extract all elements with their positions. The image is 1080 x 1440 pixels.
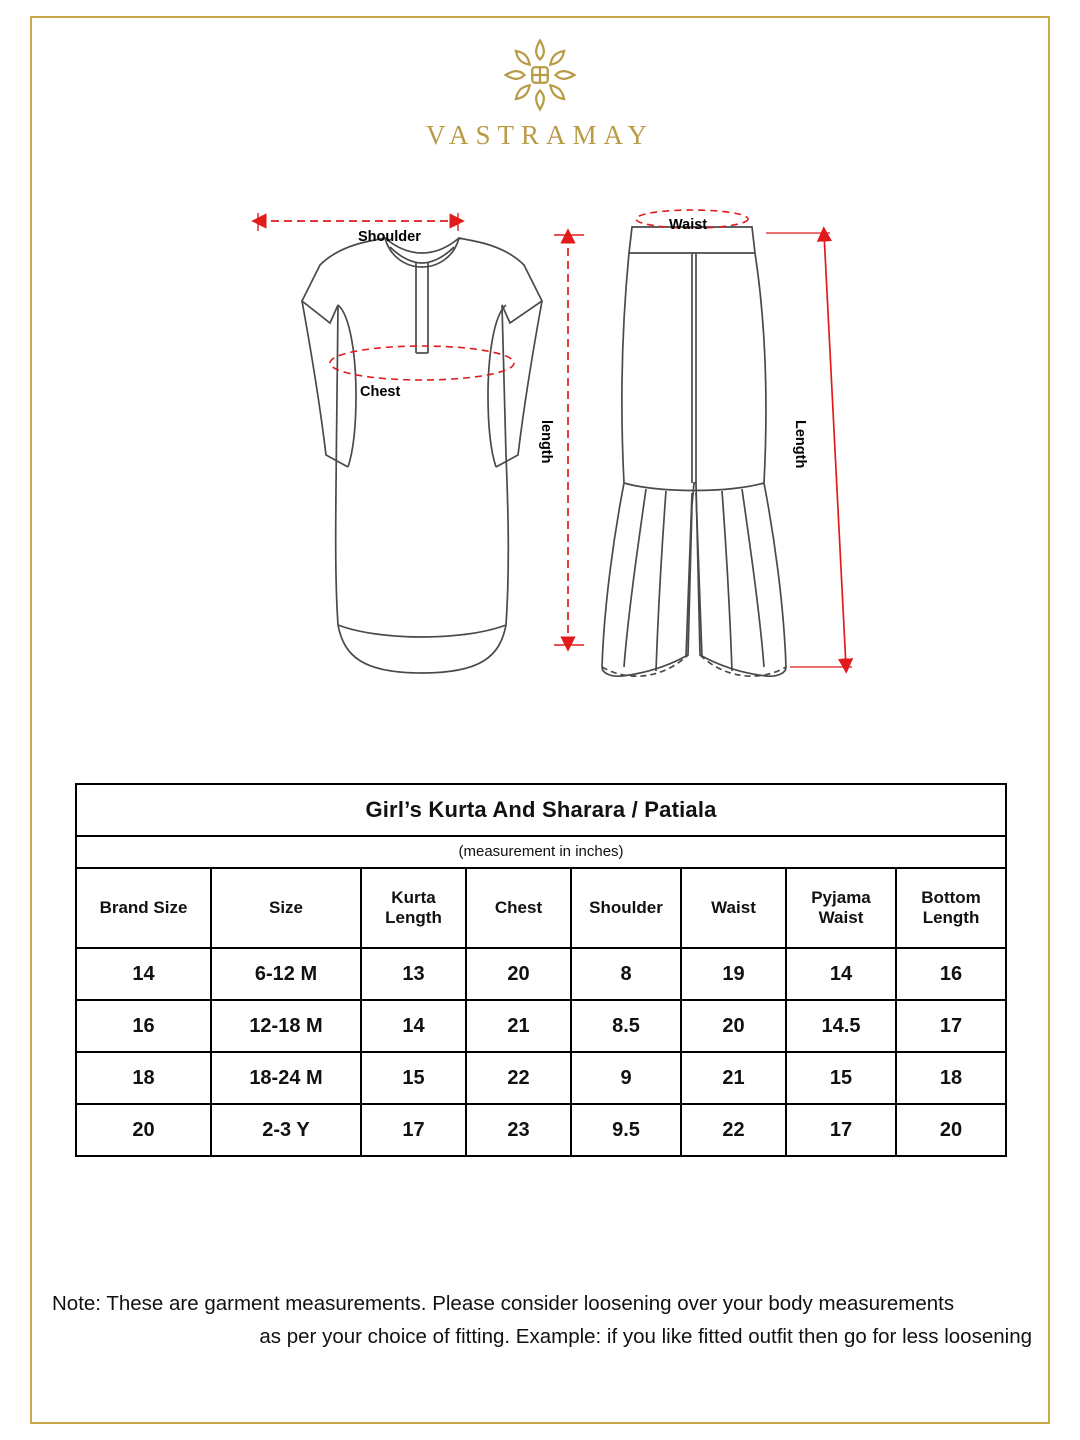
cell-chest: 23 (466, 1104, 571, 1156)
cell-bottom-length: 20 (896, 1104, 1006, 1156)
cell-kurta-length: 14 (361, 1000, 466, 1052)
cell-kurta-length: 15 (361, 1052, 466, 1104)
table-header-row (76, 868, 1006, 948)
footer-note-line-1: Note: These are garment measurements. Please consider loosening over your body measurements (52, 1292, 955, 1315)
column-header-waist: Waist (681, 868, 786, 948)
cell-pyjama-waist: 15 (786, 1052, 896, 1104)
sharara-length-label: Length (792, 420, 808, 469)
garment-illustrations (210, 205, 890, 725)
cell-size: 6-12 M (211, 948, 361, 1000)
brand-header (0, 32, 1080, 151)
kurta-length-label: length (538, 420, 554, 464)
cell-size: 2-3 Y (211, 1104, 361, 1156)
brand-name: VASTRAMAY (425, 120, 655, 150)
cell-waist: 20 (681, 1000, 786, 1052)
table-title-row (76, 784, 1006, 836)
footer-note-line-2: as per your choice of fitting. Example: if you like fitted outfit then go for less loosening (259, 1324, 1032, 1348)
table-title: Girl’s Kurta And Sharara / Patiala (76, 784, 1006, 836)
column-header-bottom-length: Bottom Length (896, 868, 1006, 948)
cell-chest: 20 (466, 948, 571, 1000)
column-header-pyjama-waist: Pyjama Waist (786, 868, 896, 948)
cell-waist: 22 (681, 1104, 786, 1156)
ornamental-floral-mark-icon (497, 32, 583, 118)
cell-shoulder: 8.5 (571, 1000, 681, 1052)
cell-bottom-length: 17 (896, 1000, 1006, 1052)
column-header-chest: Chest (466, 868, 571, 948)
cell-brand-size: 14 (76, 948, 211, 1000)
cell-pyjama-waist: 14.5 (786, 1000, 896, 1052)
cell-pyjama-waist: 14 (786, 948, 896, 1000)
shoulder-label: Shoulder (358, 229, 421, 245)
cell-chest: 21 (466, 1000, 571, 1052)
cell-shoulder: 8 (571, 948, 681, 1000)
sharara-outline (602, 227, 786, 676)
cell-kurta-length: 17 (361, 1104, 466, 1156)
cell-pyjama-waist: 17 (786, 1104, 896, 1156)
cell-bottom-length: 16 (896, 948, 1006, 1000)
column-header-brand-size: Brand Size (76, 868, 211, 948)
table-subtitle: (measurement in inches) (76, 836, 1006, 868)
table-row (76, 948, 1006, 1000)
column-header-size: Size (211, 868, 361, 948)
cell-waist: 19 (681, 948, 786, 1000)
kurta-outline (302, 238, 542, 673)
table-row (76, 1104, 1006, 1156)
cell-size: 18-24 M (211, 1052, 361, 1104)
table-row (76, 1000, 1006, 1052)
footer-note (52, 1288, 1032, 1354)
cell-chest: 22 (466, 1052, 571, 1104)
cell-bottom-length: 18 (896, 1052, 1006, 1104)
cell-size: 12-18 M (211, 1000, 361, 1052)
cell-waist: 21 (681, 1052, 786, 1104)
column-header-shoulder: Shoulder (571, 868, 681, 948)
cell-shoulder: 9.5 (571, 1104, 681, 1156)
size-table-wrapper (75, 783, 1005, 1157)
cell-shoulder: 9 (571, 1052, 681, 1104)
column-header-kurta-length: Kurta Length (361, 868, 466, 948)
illustration-svg (210, 205, 890, 725)
table-row (76, 1052, 1006, 1104)
size-table (75, 783, 1007, 1157)
cell-brand-size: 16 (76, 1000, 211, 1052)
cell-brand-size: 18 (76, 1052, 211, 1104)
chest-label: Chest (360, 384, 401, 400)
cell-kurta-length: 13 (361, 948, 466, 1000)
table-subtitle-row (76, 836, 1006, 868)
cell-brand-size: 20 (76, 1104, 211, 1156)
waist-label: Waist (669, 217, 708, 233)
sharara-length-measure-arrow (824, 233, 846, 667)
chest-measure-line (330, 346, 514, 380)
